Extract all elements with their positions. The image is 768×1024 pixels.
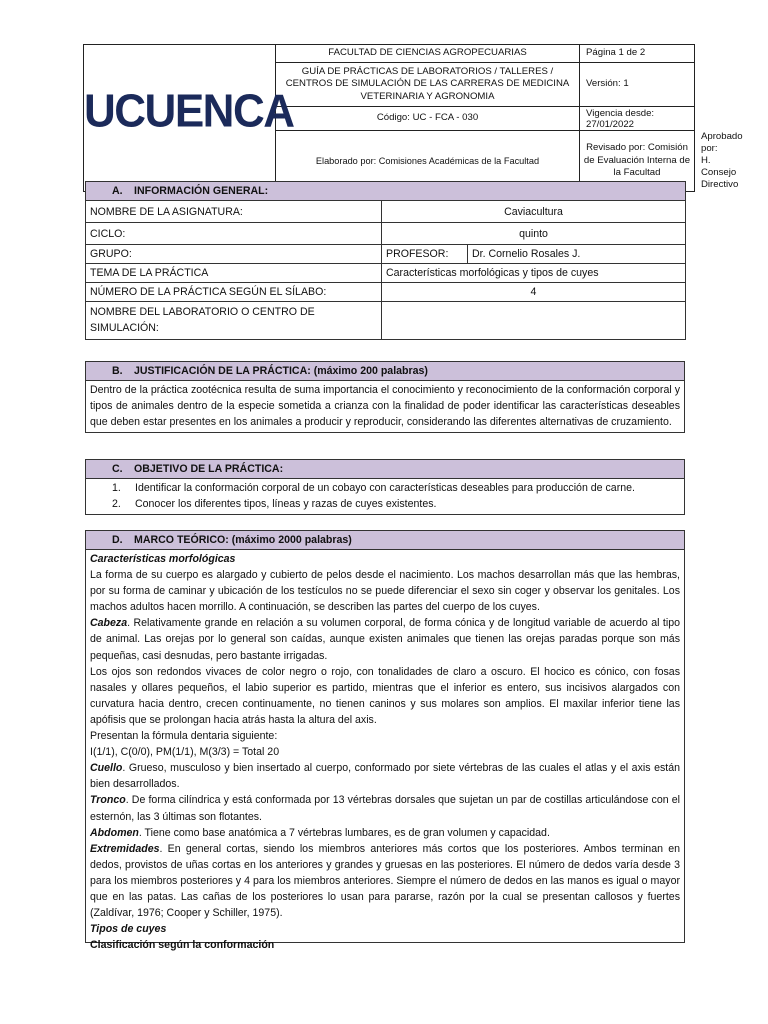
section-c-header: [86, 460, 684, 479]
section-a-title: INFORMACIÓN GENERAL:: [134, 185, 269, 197]
professor-label: PROFESOR:: [382, 245, 468, 264]
section-c-title: OBJETIVO DE LA PRÁCTICA:: [134, 463, 284, 475]
lab-value: [382, 302, 686, 340]
validity-date: Vigencia desde: 27/01/2022: [580, 107, 695, 131]
abdomen-text: . Tiene como base anatómica a 7 vértebras lumbares, es de gran volumen y capacidad.: [138, 826, 550, 839]
types-subtitle: Tipos de cuyes: [90, 923, 167, 936]
section-justification: [85, 361, 685, 433]
justification-text: Dentro de la práctica zootécnica resulta de suma importancia el conocimiento y reconocimiento de la conformación corporal y tipos de animales dentro de la especie sometida a crianza con la finalidad de poder identificar las características deseables que deben estar presentes en los animales a producir y reproducir, considerando las diferentes alternativas de cruzamiento.: [90, 384, 680, 429]
objective-number: 2.: [112, 497, 121, 510]
objective-text: Conocer los diferentes tipos, líneas y razas de cuyes existentes.: [135, 497, 437, 510]
section-d-title: MARCO TEÓRICO: (máximo 2000 palabras): [134, 534, 352, 546]
version: Versión: 1: [580, 63, 695, 107]
paragraph-body-shape: La forma de su cuerpo es alargado y cubierto de pelos desde el nacimiento. Los machos desarrollan más que las hembras, por su forma de caminar y ubicación de los testículos no se puede diferenciar el sexo sin coger y observar los genitales. Los machos adultos hacen morrillo. A continuación, se describen las partes del cuerpo de los cuyes.: [90, 569, 680, 614]
cabeza-text: . Relativamente grande en relación a su volumen corporal, de forma cónica y de longitud variable de acuerdo al tipo de animal. Las orejas por lo general son caídas, aunque existen animales que tienen las orejas paradas porque son más pequeñas, casi desnudas, pero bastante irrigadas.: [90, 617, 680, 662]
cuello-text: . Grueso, musculoso y bien insertado al cuerpo, conformado por siete vértebras de las cuales el atlas y el axis están bien desarrollados.: [90, 762, 680, 791]
ucuenca-logo: UCUENCA: [84, 85, 294, 137]
tronco-label: Tronco: [90, 794, 126, 807]
faculty-name: FACULTAD DE CIENCIAS AGROPECUARIAS: [276, 45, 580, 63]
morphology-subtitle: Características morfológicas: [90, 553, 236, 565]
paragraph-neck: [90, 760, 680, 792]
extremidades-label: Extremidades: [90, 842, 160, 855]
paragraph-abdomen: [90, 825, 680, 841]
dental-formula: I(1/1), C(0/0), PM(1/1), M(3/3) = Total 20: [90, 746, 280, 759]
cabeza-label: Cabeza: [90, 617, 128, 630]
section-d-number: D.: [112, 534, 123, 546]
document-header: UCUENCA FACULTAD DE CIENCIAS AGROPECUARIAS Página 1 de 2 GUÍA DE PRÁCTICAS DE LABORATORIOS / TALLERES / CENTROS DE SIMULACIÓN DE LAS CARRERAS DE MEDICINA VETERINARIA Y AGRONOMIA Versión: 1 Código: UC - FCA - 030 Vigencia desde: 27/01/2022 Elaborado por: Comisiones Académicas de la Facultad Revisado por: Comisión de Evaluación Interna de la Facultad Aprobado por: H. Consejo Directivo: [83, 44, 695, 192]
lab-label: NOMBRE DEL LABORATORIO O CENTRO DE SIMULACIÓN:: [86, 302, 382, 340]
paragraph-formula-intro: Presentan la fórmula dentaria siguiente:: [90, 730, 278, 743]
practice-number-label: NÚMERO DE LA PRÁCTICA SEGÚN EL SÍLABO:: [86, 283, 382, 302]
objective-item: [112, 497, 680, 513]
section-b-title: JUSTIFICACIÓN DE LA PRÁCTICA: (máximo 200 palabras): [134, 365, 428, 377]
objective-text: Identificar la conformación corporal de un cobayo con características deseables para producción de carne.: [135, 482, 635, 494]
section-b-number: B.: [112, 365, 123, 377]
cycle-label: CICLO:: [86, 223, 382, 245]
cycle-value: quinto: [382, 223, 686, 245]
guide-title: GUÍA DE PRÁCTICAS DE LABORATORIOS / TALLERES / CENTROS DE SIMULACIÓN DE LAS CARRERAS DE MEDICINA VETERINARIA Y AGRONOMIA: [276, 63, 580, 107]
reviewed-by: Revisado por: Comisión de Evaluación Interna de la Facultad: [580, 131, 695, 192]
objective-number: 1.: [112, 482, 121, 494]
topic-value: Características morfológicas y tipos de cuyes: [382, 264, 686, 283]
page-number: Página 1 de 2: [580, 45, 695, 63]
tronco-text: . De forma cilíndrica y está conformada por 13 vértebras dorsales que sujetan un par de costillas articulándose con el esternón, las 3 últimas son flotantes.: [90, 794, 680, 823]
paragraph-head: [90, 615, 680, 663]
section-a-number: A.: [112, 185, 123, 197]
theory-body: [86, 550, 684, 955]
paragraph-eyes: Los ojos son redondos vivaces de color negro o rojo, con tonalidades de claro a oscuro. El hocico es cónico, con fosas nasales y ollares pequeños, el labio superior es partido, mientras que el inferior es entero, sus incisivos alargados con curvatura hacia dentro, crecen continuamente, no tienen caninos y sus molares son amplios. El maxilar inferior tiene las apófisis que se prolongan hacia atrás hasta la altura del axis.: [90, 665, 680, 726]
objectives-list: [86, 479, 684, 514]
section-objectives: [85, 459, 685, 515]
section-general-info: [85, 181, 686, 340]
paragraph-trunk: [90, 792, 680, 824]
paragraph-extremities: [90, 841, 680, 921]
section-c-number: C.: [112, 463, 123, 475]
professor-value: Dr. Cornelio Rosales J.: [468, 245, 686, 264]
section-d-header: [86, 531, 684, 550]
extremidades-text: . En general cortas, siendo los miembros anteriores más cortos que los posteriores. Ambos terminan en dedos, provistos de uñas cortas en los anteriores y grandes y gruesas en las posteriores. El número de dedos varía desde 3 para los miembros posteriores y 4 para los miembros anteriores. Siempre el número de dedos en las manos es igual o mayor que en las patas. Las cañas de los posteriores lo usan para pararse, razón por la cual se presentan callosos y fuertes (Zaldívar, 1976; Cooper y Schiller, 1975).: [90, 842, 680, 920]
group-label: GRUPO:: [86, 245, 382, 264]
objective-item: [112, 481, 680, 497]
logo-cell: [84, 45, 294, 192]
document-code: Código: UC - FCA - 030: [276, 107, 580, 131]
abdomen-label: Abdomen: [90, 826, 139, 839]
section-theoretical-framework: [85, 530, 685, 952]
section-b-header: [86, 362, 684, 381]
classification-subtitle: Clasificación según la conformación: [90, 939, 275, 952]
subject-label: NOMBRE DE LA ASIGNATURA:: [86, 201, 382, 223]
section-a-header: [86, 182, 686, 201]
subject-value: Caviacultura: [382, 201, 686, 223]
prepared-by: Elaborado por: Comisiones Académicas de la Facultad: [276, 131, 580, 192]
practice-number-value: 4: [382, 283, 686, 302]
topic-label: TEMA DE LA PRÁCTICA: [86, 264, 382, 283]
cuello-label: Cuello: [90, 762, 123, 775]
